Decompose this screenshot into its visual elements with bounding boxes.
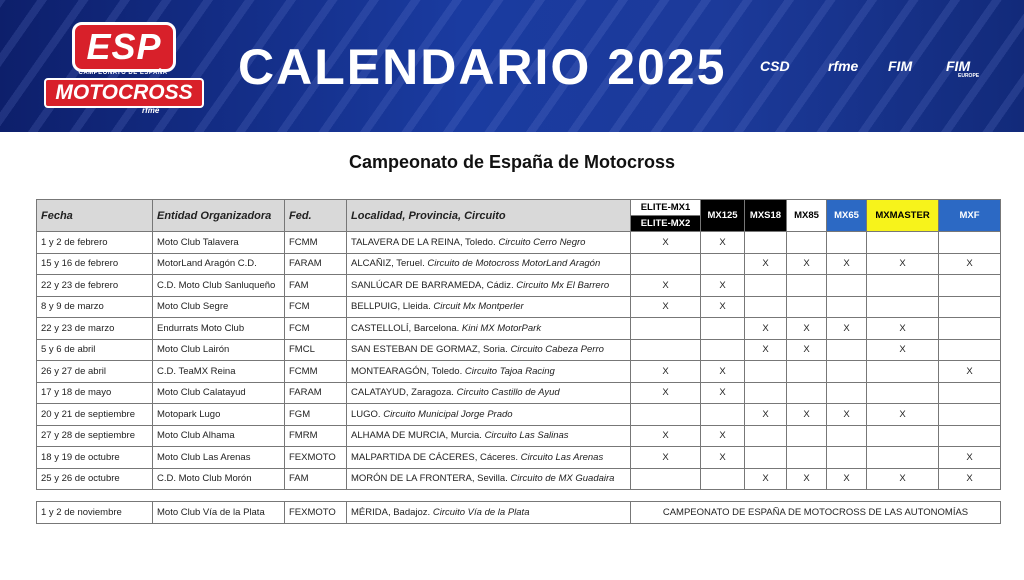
cell-localidad: [347, 404, 631, 426]
cell-category-mark: [745, 425, 787, 447]
esp-motocross-logo: [44, 22, 200, 114]
cell-fecha: 17 y 18 de mayo: [37, 382, 153, 404]
header-elite-mx2: ELITE-MX2: [631, 216, 700, 231]
cell-fecha: 8 y 9 de marzo: [37, 296, 153, 318]
cell-circuito: Circuito Las Arenas: [520, 451, 604, 463]
cell-loc-text: TALAVERA DE LA REINA, Toledo.: [351, 236, 496, 248]
cell-category-mark: X: [701, 382, 745, 404]
cell-category-mark: [787, 382, 827, 404]
cell-loc-text: CALATAYUD, Zaragoza.: [351, 387, 454, 399]
cell-localidad: [347, 296, 631, 318]
cell-localidad: [347, 382, 631, 404]
cell-category-mark: [939, 339, 1001, 361]
cell-fed: FCM: [285, 318, 347, 340]
header-mxs18: MXS18: [745, 200, 787, 232]
cell-category-mark: [867, 232, 939, 254]
cell-category-mark: [867, 382, 939, 404]
cell-category-mark: X: [631, 361, 701, 383]
cell-entidad: C.D. Moto Club Morón: [153, 468, 285, 490]
cell-category-mark: X: [631, 425, 701, 447]
cell-circuito: Circuito Cabeza Perro: [510, 344, 604, 356]
cell-category-mark: X: [701, 447, 745, 469]
table-row: [37, 468, 1001, 490]
row-gap: [37, 490, 1001, 502]
cell-localidad: [347, 253, 631, 275]
cell-fed: FARAM: [285, 382, 347, 404]
table-row: [37, 382, 1001, 404]
cell-category-mark: X: [827, 253, 867, 275]
cell-category-mark: X: [827, 404, 867, 426]
cell-category-mark: [701, 339, 745, 361]
cell-category-mark: X: [631, 275, 701, 297]
cell-category-mark: [787, 361, 827, 383]
cell-category-mark: [867, 425, 939, 447]
cell-loc-text: CASTELLOLÍ, Barcelona.: [351, 322, 460, 334]
cell-category-mark: [787, 447, 827, 469]
cell-category-mark: X: [787, 404, 827, 426]
cell-entidad: Endurrats Moto Club: [153, 318, 285, 340]
cell-category-mark: X: [631, 447, 701, 469]
header-elite-mx1: ELITE-MX1: [631, 200, 700, 216]
cell-category-mark: [745, 232, 787, 254]
cell-category-mark: [787, 275, 827, 297]
table-row: [37, 425, 1001, 447]
cell-circuito: Circuito Cerro Negro: [498, 236, 586, 248]
cell-category-mark: [701, 468, 745, 490]
cell-entidad: C.D. TeaMX Reina: [153, 361, 285, 383]
cell-category-mark: X: [701, 232, 745, 254]
cell-circuito: Circuit Mx Montperler: [433, 301, 524, 313]
logo-rfme-text: rfme: [142, 106, 160, 115]
cell-category-mark: [827, 425, 867, 447]
cell-loc-text: BELLPUIG, Lleida.: [351, 301, 431, 313]
cell-category-mark: X: [631, 232, 701, 254]
cell-category-mark: X: [787, 468, 827, 490]
cell-entidad: Moto Club Talavera: [153, 232, 285, 254]
cell-category-mark: [745, 447, 787, 469]
cell-circuito: Circuito Mx El Barrero: [516, 279, 610, 291]
cell-loc-text: ALCAÑIZ, Teruel.: [351, 258, 425, 270]
cell-circuito: Circuito de MX Guadaira: [510, 473, 615, 485]
cell-loc-text: MONTEARAGÓN, Toledo.: [351, 365, 463, 377]
cell-circuito: Circuito Castillo de Ayud: [456, 387, 560, 399]
cell-circuito: Circuito Las Salinas: [484, 430, 569, 442]
cell-category-mark: X: [867, 318, 939, 340]
cell-category-mark: [827, 382, 867, 404]
cell-category-mark: X: [631, 296, 701, 318]
page-subtitle: Campeonato de España de Motocross: [348, 152, 676, 172]
cell-entidad: Moto Club Las Arenas: [153, 447, 285, 469]
cell-localidad: [347, 468, 631, 490]
rfme-logo: rfme: [828, 58, 859, 74]
table-row-autonomias: [37, 502, 1001, 524]
cell-category-mark: [939, 275, 1001, 297]
cell-category-mark: [939, 318, 1001, 340]
cell-loc-text: MORÓN DE LA FRONTERA, Sevilla.: [351, 473, 508, 485]
cell-localidad: [347, 339, 631, 361]
cell-category-mark: [631, 404, 701, 426]
header-mx85: MX85: [787, 200, 827, 232]
header-mx65: MX65: [827, 200, 867, 232]
cell-localidad: [347, 425, 631, 447]
cell-entidad: Moto Club Segre: [153, 296, 285, 318]
cell-localidad: [347, 447, 631, 469]
table-row: [37, 253, 1001, 275]
cell-category-mark: [787, 425, 827, 447]
cell-entidad: Moto Club Lairón: [153, 339, 285, 361]
cell-category-mark: X: [787, 339, 827, 361]
cell-fed: FEXMOTO: [285, 447, 347, 469]
header-fecha: Fecha: [37, 200, 153, 232]
cell-category-mark: [867, 296, 939, 318]
cell-localidad: [347, 502, 631, 524]
cell-category-mark: [827, 447, 867, 469]
cell-fed: FAM: [285, 275, 347, 297]
cell-fed: FCMM: [285, 361, 347, 383]
header-mxmaster: MXMASTER: [867, 200, 939, 232]
cell-localidad: [347, 361, 631, 383]
cell-fecha: 15 y 16 de febrero: [37, 253, 153, 275]
table-row: [37, 339, 1001, 361]
cell-loc-text: SAN ESTEBAN DE GORMAZ, Soria.: [351, 344, 508, 356]
cell-category-mark: [701, 318, 745, 340]
cell-category-mark: [787, 296, 827, 318]
cell-fed: FCM: [285, 296, 347, 318]
cell-category-mark: [827, 232, 867, 254]
cell-category-mark: X: [701, 425, 745, 447]
cell-entidad: Motopark Lugo: [153, 404, 285, 426]
table-row: [37, 361, 1001, 383]
banner-title: CALENDARIO 2025: [238, 39, 727, 95]
cell-category-mark: [939, 404, 1001, 426]
cell-entidad: Moto Club Alhama: [153, 425, 285, 447]
cell-category-mark: X: [701, 361, 745, 383]
cell-category-mark: X: [867, 253, 939, 275]
cell-category-mark: X: [939, 447, 1001, 469]
calendar-table: [36, 199, 1001, 524]
cell-fecha: 5 y 6 de abril: [37, 339, 153, 361]
cell-category-mark: [631, 318, 701, 340]
cell-category-mark: X: [939, 361, 1001, 383]
cell-loc-text: SANLÚCAR DE BARRAMEDA, Cádiz.: [351, 279, 514, 291]
cell-fecha: 1 y 2 de noviembre: [37, 502, 153, 524]
cell-fecha: 18 y 19 de octubre: [37, 447, 153, 469]
cell-localidad: [347, 275, 631, 297]
cell-category-mark: [939, 296, 1001, 318]
cell-fecha: 1 y 2 de febrero: [37, 232, 153, 254]
cell-category-mark: [939, 232, 1001, 254]
cell-category-mark: X: [631, 382, 701, 404]
table-row: [37, 275, 1001, 297]
cell-fecha: 22 y 23 de marzo: [37, 318, 153, 340]
cell-loc-text: LUGO.: [351, 408, 381, 420]
cell-category-mark: [939, 382, 1001, 404]
cell-category-mark: [827, 296, 867, 318]
cell-category-mark: [701, 404, 745, 426]
cell-category-mark: X: [867, 404, 939, 426]
cell-circuito: Circuito de Motocross MotorLand Aragón: [427, 258, 601, 270]
cell-fed: FEXMOTO: [285, 502, 347, 524]
cell-category-mark: X: [867, 339, 939, 361]
cell-loc-text: MÉRIDA, Badajoz.: [351, 506, 431, 518]
cell-fecha: 26 y 27 de abril: [37, 361, 153, 383]
header-entidad: Entidad Organizadora: [153, 200, 285, 232]
cell-localidad: [347, 318, 631, 340]
header-fed: Fed.: [285, 200, 347, 232]
cell-category-mark: X: [939, 468, 1001, 490]
table-row: [37, 404, 1001, 426]
header-localidad: Localidad, Provincia, Circuito: [347, 200, 631, 232]
cell-category-mark: X: [701, 296, 745, 318]
table-header-row: [37, 200, 1001, 232]
fim-logo: FIM: [888, 58, 913, 74]
logo-esp-text: ESP: [72, 22, 176, 72]
cell-category-mark: X: [939, 253, 1001, 275]
header-mxf: MXF: [939, 200, 1001, 232]
cell-category-mark: X: [827, 468, 867, 490]
cell-category-mark: X: [787, 318, 827, 340]
table-row: [37, 232, 1001, 254]
cell-category-mark: X: [827, 318, 867, 340]
cell-category-mark: [745, 275, 787, 297]
header-elite: [631, 200, 701, 232]
cell-category-mark: [827, 275, 867, 297]
cell-fecha: 27 y 28 de septiembre: [37, 425, 153, 447]
cell-fed: FARAM: [285, 253, 347, 275]
cell-circuito: Circuito Municipal Jorge Prado: [383, 408, 513, 420]
cell-category-mark: [867, 447, 939, 469]
cell-fed: FMRM: [285, 425, 347, 447]
cell-fed: FAM: [285, 468, 347, 490]
cell-fed: FGM: [285, 404, 347, 426]
table-row: [37, 447, 1001, 469]
cell-fecha: 20 y 21 de septiembre: [37, 404, 153, 426]
cell-fed: FCMM: [285, 232, 347, 254]
fim-europe-subtext: EUROPE: [958, 73, 980, 79]
cell-category-mark: X: [745, 468, 787, 490]
cell-category-mark: X: [701, 275, 745, 297]
cell-entidad: MotorLand Aragón C.D.: [153, 253, 285, 275]
table-row: [37, 296, 1001, 318]
cell-category-mark: [827, 361, 867, 383]
cell-fecha: 25 y 26 de octubre: [37, 468, 153, 490]
header-banner: [0, 0, 1024, 132]
cell-loc-text: ALHAMA DE MURCIA, Murcia.: [351, 430, 482, 442]
cell-category-mark: X: [745, 404, 787, 426]
cell-category-mark: [867, 361, 939, 383]
cell-localidad: [347, 232, 631, 254]
cell-category-mark: [701, 253, 745, 275]
csd-logo: CSD: [760, 58, 790, 74]
cell-category-mark: X: [745, 339, 787, 361]
cell-category-mark: X: [745, 253, 787, 275]
logo-subtitle: CAMPEONATO DE ESPAÑA: [78, 70, 168, 76]
cell-fecha: 22 y 23 de febrero: [37, 275, 153, 297]
cell-circuito: Circuito Vía de la Plata: [432, 506, 530, 518]
cell-category-mark: [939, 425, 1001, 447]
header-mx125: MX125: [701, 200, 745, 232]
table-row: [37, 318, 1001, 340]
logo-motocross-text: MOTOCROSS: [44, 78, 204, 108]
cell-fed: FMCL: [285, 339, 347, 361]
cell-entidad: Moto Club Vía de la Plata: [153, 502, 285, 524]
cell-category-mark: X: [787, 253, 827, 275]
cell-entidad: Moto Club Calatayud: [153, 382, 285, 404]
cell-category-mark: [745, 382, 787, 404]
cell-circuito: Kini MX MotorPark: [461, 322, 542, 334]
cell-category-mark: [787, 232, 827, 254]
cell-category-mark: [631, 253, 701, 275]
cell-loc-text: MALPARTIDA DE CÁCERES, Cáceres.: [351, 451, 519, 463]
cell-category-mark: [827, 339, 867, 361]
cell-category-mark: [631, 339, 701, 361]
cell-category-mark: [745, 361, 787, 383]
cell-category-mark: X: [867, 468, 939, 490]
fim-europe-logo: FIM: [946, 58, 971, 74]
cell-entidad: C.D. Moto Club Sanluqueño: [153, 275, 285, 297]
cell-circuito: Circuito Tajoa Racing: [464, 365, 555, 377]
cell-category-mark: X: [745, 318, 787, 340]
cell-autonomias-note: CAMPEONATO DE ESPAÑA DE MOTOCROSS DE LAS AUTONOMÍAS: [631, 502, 1001, 524]
cell-category-mark: [867, 275, 939, 297]
cell-category-mark: [631, 468, 701, 490]
cell-category-mark: [745, 296, 787, 318]
